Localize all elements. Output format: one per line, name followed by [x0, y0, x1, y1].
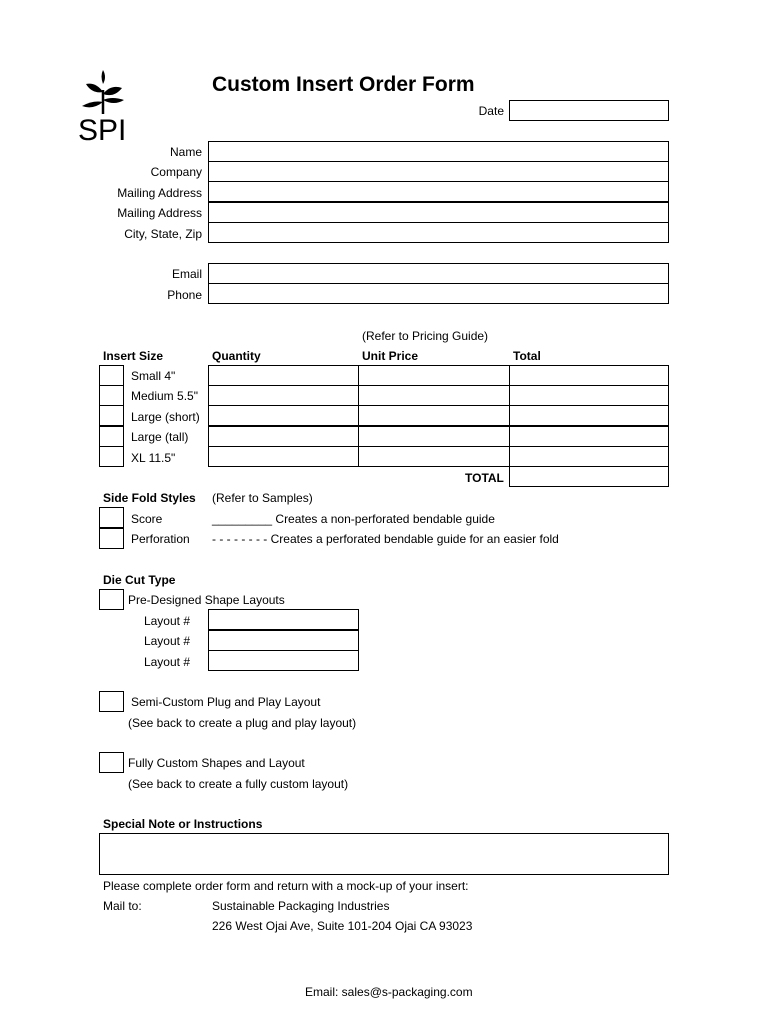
layout-2-field[interactable] [208, 630, 359, 651]
quantity-cell[interactable] [208, 365, 359, 386]
semi-custom-checkbox[interactable] [99, 691, 124, 712]
company-field[interactable] [208, 161, 669, 182]
company-label: Company [150, 165, 202, 179]
col-quantity: Quantity [212, 349, 261, 363]
semi-custom-label: Semi-Custom Plug and Play Layout [131, 695, 321, 709]
layout-3-label: Layout # [143, 655, 190, 669]
email-field[interactable] [208, 263, 669, 284]
unit-price-cell[interactable] [358, 365, 510, 386]
page-title: Custom Insert Order Form [212, 73, 475, 96]
score-description: _________ Creates a non-perforated bendable guide [212, 512, 495, 526]
size-label: XL 11.5" [131, 451, 176, 465]
unit-price-cell[interactable] [358, 426, 510, 447]
company-address: 226 West Ojai Ave, Suite 101-204 Ojai CA 93023 [212, 919, 473, 933]
pricing-note: (Refer to Pricing Guide) [362, 329, 489, 343]
total-cell[interactable] [509, 405, 669, 426]
predesigned-checkbox[interactable] [99, 589, 124, 610]
fold-note: (Refer to Samples) [212, 491, 313, 505]
layout-2-label: Layout # [143, 634, 190, 648]
total-cell[interactable] [509, 385, 669, 406]
name-label: Name [169, 145, 202, 159]
size-label: Medium 5.5" [131, 389, 198, 403]
total-cell[interactable] [509, 426, 669, 447]
contact-email: Email: sales@s-packaging.com [305, 985, 473, 999]
fold-heading: Side Fold Styles [103, 491, 196, 505]
perforation-checkbox[interactable] [99, 528, 124, 549]
size-checkbox[interactable] [99, 365, 124, 386]
size-label: Small 4" [131, 369, 176, 383]
unit-price-cell[interactable] [358, 405, 510, 426]
date-field[interactable] [509, 100, 669, 121]
phone-label: Phone [167, 288, 202, 302]
quantity-cell[interactable] [208, 446, 359, 467]
leaf-icon [78, 70, 128, 114]
perforation-label: Perforation [131, 532, 190, 546]
footer-instruction: Please complete order form and return with a mock-up of your insert: [103, 879, 469, 893]
fully-custom-checkbox[interactable] [99, 752, 124, 773]
mail-to-label: Mail to: [103, 899, 142, 913]
mailing-address-2-field[interactable] [208, 202, 669, 223]
diecut-heading: Die Cut Type [103, 573, 176, 587]
quantity-cell[interactable] [208, 405, 359, 426]
notes-heading: Special Note or Instructions [103, 817, 263, 831]
unit-price-cell[interactable] [358, 446, 510, 467]
grand-total-label: TOTAL [465, 471, 504, 485]
name-field[interactable] [208, 141, 669, 162]
total-cell[interactable] [509, 365, 669, 386]
company-name: Sustainable Packaging Industries [212, 899, 390, 913]
score-label: Score [131, 512, 163, 526]
logo-text: SPI [78, 114, 127, 147]
size-checkbox[interactable] [99, 405, 124, 426]
total-cell[interactable] [509, 446, 669, 467]
fully-custom-note: (See back to create a fully custom layout) [128, 777, 349, 791]
size-label: Large (tall) [131, 430, 189, 444]
phone-field[interactable] [208, 283, 669, 304]
notes-field[interactable] [99, 833, 669, 875]
email-label: Email [171, 267, 202, 281]
unit-price-cell[interactable] [358, 385, 510, 406]
size-checkbox[interactable] [99, 426, 124, 447]
mailing-address-2-label: Mailing Address [117, 206, 202, 220]
col-unit-price: Unit Price [362, 349, 419, 363]
size-label: Large (short) [131, 410, 200, 424]
spi-logo [78, 70, 128, 148]
quantity-cell[interactable] [208, 385, 359, 406]
grand-total-field[interactable] [509, 466, 669, 487]
fully-custom-label: Fully Custom Shapes and Layout [128, 756, 305, 770]
col-total: Total [513, 349, 541, 363]
predesigned-label: Pre-Designed Shape Layouts [128, 593, 285, 607]
score-checkbox[interactable] [99, 507, 124, 528]
quantity-cell[interactable] [208, 426, 359, 447]
col-insert-size: Insert Size [103, 349, 164, 363]
mailing-address-label: Mailing Address [117, 186, 202, 200]
layout-3-field[interactable] [208, 650, 359, 671]
city-state-zip-field[interactable] [208, 222, 669, 243]
layout-1-field[interactable] [208, 609, 359, 630]
mailing-address-field[interactable] [208, 181, 669, 202]
perforation-description: - - - - - - - - Creates a perforated bendable guide for an easier fold [212, 532, 559, 546]
date-label: Date [478, 104, 504, 118]
layout-1-label: Layout # [143, 614, 190, 628]
city-state-zip-label: City, State, Zip [124, 227, 202, 241]
size-checkbox[interactable] [99, 446, 124, 467]
size-checkbox[interactable] [99, 385, 124, 406]
semi-custom-note: (See back to create a plug and play layout) [128, 716, 357, 730]
